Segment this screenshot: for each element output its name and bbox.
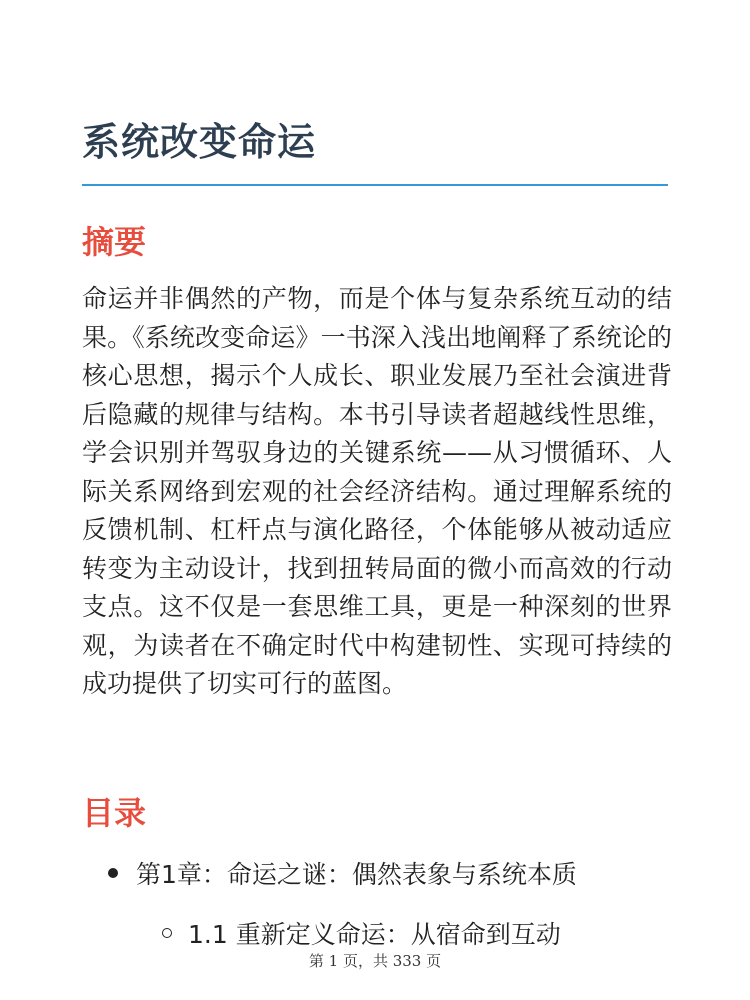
toc-heading: 目录	[82, 794, 147, 832]
toc-chapter-item[interactable]	[108, 855, 577, 895]
page-number-footer: 第 1 页，共 333 页	[0, 951, 750, 971]
abstract-body: 命运并非偶然的产物，而是个体与复杂系统互动的结果。《系统改变命运》一书深入浅出地阐释了系统论的核心思想，揭示个人成长、职业发展乃至社会演进背后隐藏的规律与结构。本书引导读者超越线性思维，学会识别并驾驭身边的关键系统——从习惯循环、人际关系网络到宏观的社会经济结构。通过理解系统的反馈机制、杠杆点与演化路径，个体能够从被动适应转变为主动设计，找到扭转局面的微小而高效的行动支点。这不仅是一套思维工具，更是一种深刻的世界观，为读者在不确定时代中构建韧性、实现可持续的成功提供了切实可行的蓝图。	[82, 284, 672, 698]
abstract-heading: 摘要	[82, 223, 147, 261]
bullet-icon	[108, 868, 118, 878]
title-divider	[82, 184, 668, 186]
toc-chapter-label: 第1章：命运之谜：偶然表象与系统本质	[136, 860, 577, 889]
toc-section-item[interactable]	[162, 915, 561, 955]
hollow-bullet-icon	[162, 928, 172, 938]
document-title: 系统改变命运	[82, 120, 317, 164]
toc-section-label: 1.1 重新定义命运：从宿命到互动	[188, 920, 561, 949]
